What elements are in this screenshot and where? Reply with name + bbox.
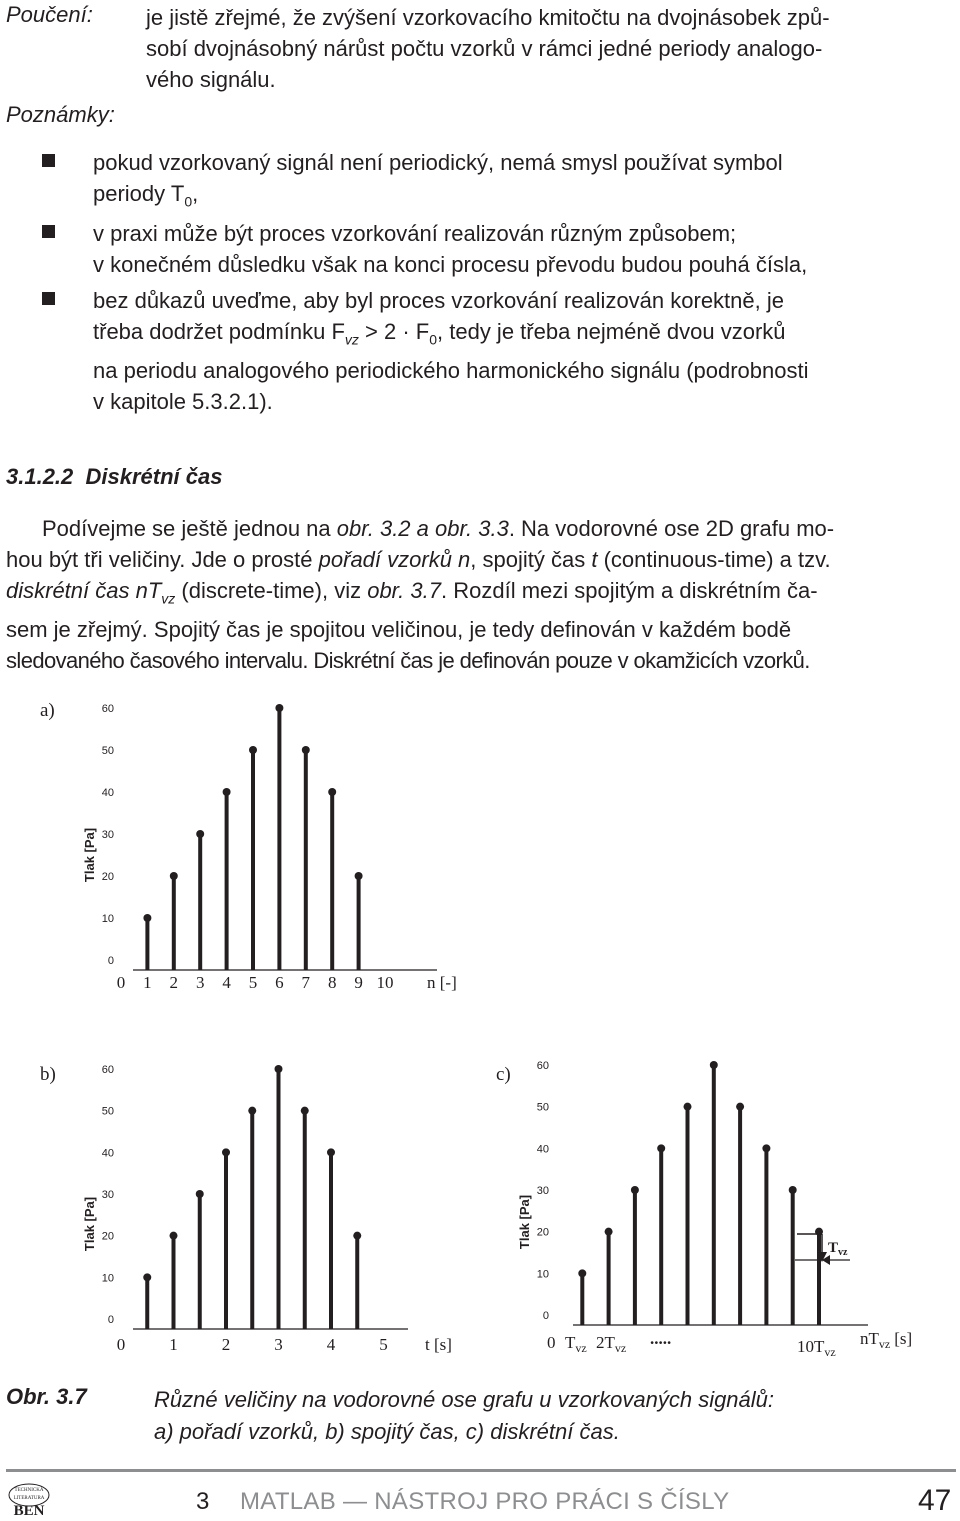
figure-caption xyxy=(154,1384,944,1448)
y-axis-label: Tlak [Pa] xyxy=(517,1194,532,1250)
y-axis-label: Tlak [Pa] xyxy=(82,1196,97,1252)
xlabel-sub: vz xyxy=(878,1337,891,1351)
tick-t2: 2T xyxy=(596,1333,615,1352)
x-tick-label: 2 xyxy=(221,1335,231,1354)
page-number: 47 xyxy=(918,1484,952,1517)
para-line xyxy=(6,575,956,614)
para-line: sem je zřejmý. Spojitý čas je spojitou veličinou, je tedy definován v každém bodě xyxy=(6,617,792,643)
y-tick-label: 40 xyxy=(101,1147,114,1160)
x-ticks xyxy=(117,1335,388,1354)
subscript: 0 xyxy=(184,193,193,210)
stem-dot xyxy=(762,1144,770,1152)
x-tick-label: 3 xyxy=(274,1335,283,1354)
x-tick-label: 1 xyxy=(169,1335,178,1354)
pouceni-text xyxy=(146,2,946,95)
tvz-annotation xyxy=(828,1240,848,1258)
text-span: > 2 · F xyxy=(358,319,430,344)
text-span: pořadí vzorků n xyxy=(318,547,471,572)
stem-dot xyxy=(657,1144,665,1152)
y-tick-label: 50 xyxy=(536,1101,549,1114)
stem-dot xyxy=(143,1273,151,1281)
stem-dot xyxy=(275,1065,283,1073)
panel-label: b) xyxy=(40,1064,56,1085)
ref-link: obr. 3.3 xyxy=(435,516,509,541)
y-tick-label: 40 xyxy=(101,787,114,799)
y-tick-label: 30 xyxy=(536,1185,549,1197)
tick-sub: vz xyxy=(824,1345,836,1359)
caption-line: Různé veličiny na vodorovné ose grafu u vzorkovaných signálů: xyxy=(154,1387,775,1412)
logo-text: BEN xyxy=(13,1503,45,1516)
stem-dot xyxy=(275,704,283,712)
logo-top: TECHNICKÁ xyxy=(14,1488,44,1493)
y-ticks xyxy=(102,703,114,967)
stem-dot xyxy=(355,872,363,880)
x-axis-label xyxy=(860,1329,912,1351)
x-tick-label: 6 xyxy=(275,973,284,992)
stem-dot xyxy=(684,1103,692,1111)
stem-dot xyxy=(196,1190,204,1198)
annot-sub: vz xyxy=(838,1247,848,1258)
text-span: diskrétní čas nT xyxy=(6,578,162,603)
text-span: , xyxy=(192,181,199,206)
stem-dot xyxy=(170,1232,178,1240)
stem-dot xyxy=(605,1228,613,1236)
pouceni-line: sobí dvojnásobný nárůst počtu vzorků v rámci jedné periody analogo- xyxy=(146,36,823,61)
stem-dot xyxy=(328,788,336,796)
y-tick-label: 50 xyxy=(101,1105,114,1118)
stems xyxy=(143,1065,361,1329)
tick-dots: ..... xyxy=(650,1329,672,1348)
y-tick-label: 60 xyxy=(536,1060,549,1072)
caption-line: a) pořadí vzorků, b) spojitý čas, c) diskrétní čas. xyxy=(154,1419,620,1444)
ref-link: obr. 3.2 xyxy=(336,516,411,541)
text-span: periody T xyxy=(93,181,185,206)
stems xyxy=(578,1061,823,1325)
x-axis-label: t [s] xyxy=(425,1335,452,1354)
chart-a xyxy=(0,690,960,1010)
text-span: , tedy je třeba nejméně dvou vzorků xyxy=(437,319,786,344)
x-tick-label: 4 xyxy=(326,1335,336,1354)
publisher-logo xyxy=(4,1482,52,1514)
text-span: t xyxy=(591,547,598,572)
stems xyxy=(143,704,362,970)
x-tick-label: 0 xyxy=(116,1335,126,1354)
text-span: hou být tři veličiny. Jde o prosté xyxy=(6,547,319,572)
y-tick-label: 20 xyxy=(101,1230,114,1243)
stem-dot xyxy=(353,1232,361,1240)
tick-zero: 0 xyxy=(547,1333,556,1352)
x-tick-label: 5 xyxy=(379,1335,388,1354)
y-tick-label: 10 xyxy=(101,913,114,925)
x-tick-label: 0 xyxy=(116,973,126,992)
stem-dot xyxy=(789,1186,797,1194)
section-title: Diskrétní čas xyxy=(85,464,223,489)
x-tick-label: 10 xyxy=(376,973,394,992)
bullet-line xyxy=(93,178,943,217)
x-tick-label: 8 xyxy=(327,973,337,992)
text-span: , spojitý čas xyxy=(470,547,592,572)
stem-dot xyxy=(631,1186,639,1194)
bullet-icon xyxy=(42,292,55,305)
y-tick-label: 0 xyxy=(107,1314,114,1326)
text-span: třeba dodržet podmínku F xyxy=(93,319,345,344)
xlabel: nT xyxy=(860,1329,879,1348)
para-line xyxy=(6,513,956,544)
bullet-icon xyxy=(42,225,55,238)
stem-dot xyxy=(248,1107,256,1115)
x-tick-label: 4 xyxy=(222,973,231,992)
stem-dot xyxy=(710,1061,718,1069)
ben-logo-icon xyxy=(4,1482,54,1516)
subscript: vz xyxy=(344,331,359,348)
text-span: . Na vodorovné ose 2D grafu mo- xyxy=(508,516,835,541)
stem-dot xyxy=(170,872,178,880)
tick-t10: 10T xyxy=(797,1337,825,1356)
logo-bottom: LITERATURA xyxy=(13,1496,45,1501)
y-ticks xyxy=(537,1060,549,1322)
y-tick-label: 30 xyxy=(101,829,114,841)
text-span: (discrete-time), viz xyxy=(175,578,368,603)
x-tick-label: 9 xyxy=(354,973,363,992)
tick-sub: vz xyxy=(575,1341,587,1355)
y-tick-label: 30 xyxy=(101,1189,114,1201)
chapter-number: 3 xyxy=(196,1488,210,1515)
x-tick-label xyxy=(547,1329,836,1359)
y-tick-label: 40 xyxy=(536,1143,549,1156)
para-line: sledovaného časového intervalu. Diskrétní čas je definován pouze v okamžicích vzorků. xyxy=(6,648,810,674)
pouceni-label: Poučení: xyxy=(6,2,93,27)
pouceni-line: vého signálu. xyxy=(146,67,276,92)
footer-rule xyxy=(6,1469,956,1472)
bullet-line: na periodu analogového periodického harmonického signálu (podrobnosti xyxy=(93,358,809,384)
panel-label: c) xyxy=(496,1064,511,1085)
stem-dot xyxy=(143,914,151,922)
ref-link: obr. 3.7 xyxy=(367,578,441,603)
stem-dot xyxy=(302,746,310,754)
chapter-title: MATLAB — NÁSTROJ PRO PRÁCI S ČÍSLY xyxy=(240,1488,730,1515)
body-paragraph xyxy=(6,513,956,676)
stem-dot xyxy=(301,1107,309,1115)
y-ticks xyxy=(102,1064,114,1326)
y-tick-label: 10 xyxy=(101,1272,114,1285)
bullet-line xyxy=(93,316,943,355)
y-tick-label: 60 xyxy=(101,1064,114,1076)
bullet-item xyxy=(93,147,943,217)
subscript: 0 xyxy=(429,331,438,348)
x-tick-label: 1 xyxy=(143,973,152,992)
xlabel-unit: [s] xyxy=(894,1329,913,1348)
x-tick-label: 7 xyxy=(301,973,311,992)
text-span: a xyxy=(410,516,436,541)
bullet-line: v kapitole 5.3.2.1). xyxy=(93,389,273,415)
y-tick-label: 0 xyxy=(107,955,114,967)
pouceni-line: je jistě zřejmé, že zvýšení vzorkovacího kmitočtu na dvojnásobek způ- xyxy=(146,5,830,30)
bullet-line: pokud vzorkovaný signál není periodický, nemá smysl používat symbol xyxy=(93,150,783,175)
tick-sub: vz xyxy=(614,1341,627,1355)
y-tick-label: 60 xyxy=(101,703,114,715)
x-ticks xyxy=(117,973,394,992)
stem-dot xyxy=(249,746,257,754)
subscript: vz xyxy=(161,590,176,607)
stem-dot xyxy=(736,1103,744,1111)
chart-b xyxy=(0,1052,480,1362)
figure-label: Obr. 3.7 xyxy=(6,1384,87,1409)
section-number: 3.1.2.2 xyxy=(6,464,74,489)
x-axis-label: n [-] xyxy=(427,973,457,992)
text-span: (continuous-time) a tzv. xyxy=(597,547,831,572)
text-span: . Rozdíl mezi spojitým a diskrétním ča- xyxy=(441,578,818,603)
bullet-item xyxy=(93,285,943,417)
stem-dot xyxy=(578,1269,586,1277)
bullet-line: v praxi může být proces vzorkování realizován různým způsobem; xyxy=(93,221,737,246)
bullet-item xyxy=(93,218,943,280)
x-tick-label: 5 xyxy=(248,973,258,992)
y-tick-label: 20 xyxy=(101,871,114,883)
y-tick-label: 50 xyxy=(101,745,114,757)
tick-t1: T xyxy=(565,1333,576,1352)
stem-dot xyxy=(327,1148,335,1156)
para-line xyxy=(6,544,956,575)
x-tick-label: 3 xyxy=(195,973,205,992)
stem-dot xyxy=(223,788,231,796)
section-heading xyxy=(6,464,222,490)
x-tick-label: 2 xyxy=(169,973,179,992)
chart-c xyxy=(480,1052,955,1362)
y-axis-label: Tlak [Pa] xyxy=(82,827,97,883)
bullet-line: bez důkazů uveďme, aby byl proces vzorkování realizován korektně, je xyxy=(93,288,784,313)
bullet-line: v konečném důsledku však na konci procesu převodu budou pouhá čísla, xyxy=(93,252,808,277)
poznamky-label: Poznámky: xyxy=(6,102,115,127)
y-tick-label: 0 xyxy=(542,1310,549,1322)
y-tick-label: 20 xyxy=(536,1226,549,1239)
annot: T xyxy=(828,1240,839,1256)
stem-dot xyxy=(196,830,204,838)
stem-dot xyxy=(222,1148,230,1156)
y-tick-label: 10 xyxy=(536,1268,549,1281)
bullet-icon xyxy=(42,154,55,167)
text-span: Podívejme se ještě jednou na xyxy=(42,516,337,541)
panel-label: a) xyxy=(40,700,55,721)
